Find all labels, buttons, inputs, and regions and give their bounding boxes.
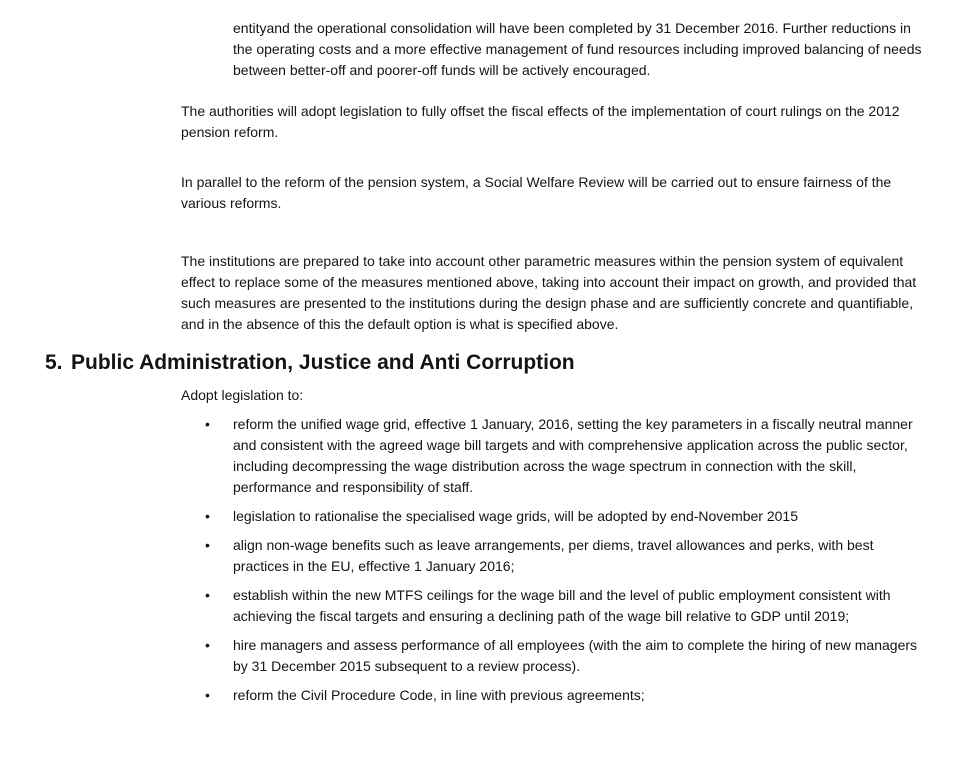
paragraph-court-rulings: The authorities will adopt legislation to fully offset the fiscal effects of the implementation of court rulings on the 2012 pension reform. (181, 103, 900, 140)
section-heading (45, 352, 845, 373)
bullet-list (205, 414, 933, 714)
list-item (205, 635, 933, 677)
list-item-text: legislation to rationalise the specialised wage grids, will be adopted by end-November 2015 (233, 508, 799, 524)
bullet-icon: • (205, 637, 210, 653)
bullet-icon: • (205, 416, 210, 432)
paragraph-pension-consolidation: entityand the operational consolidation will have been completed by 31 December 2016. Further reductions in the operating costs and a more effective management of fund resources including improved balancing of needs between better-off and poorer-off funds will be actively encouraged. (233, 20, 922, 78)
bullet-icon: • (205, 687, 210, 703)
paragraph-parametric-measures: The institutions are prepared to take into account other parametric measures within the pension system of equivalent effect to replace some of the measures mentioned above, taking into account their impact on growth, and provided that such measures are presented to the institutions during the design phase and are sufficiently concrete and quantifiable, and in the absence of this the default option is what is specified above. (181, 253, 917, 332)
list-item-text: reform the unified wage grid, effective 1 January, 2016, setting the key parameters in a fiscally neutral manner and consistent with the agreed wage bill targets and with comprehensive application across the public sector, including decompressing the wage distribution across the wage spectrum in connection with the skill, performance and responsibility of staff. (233, 416, 913, 495)
section-title: Public Administration, Justice and Anti Corruption (71, 351, 575, 374)
list-item (205, 506, 933, 527)
bullet-icon: • (205, 508, 210, 524)
section-intro: Adopt legislation to: (181, 387, 304, 403)
bullet-icon: • (205, 587, 210, 603)
list-item (205, 414, 933, 498)
section-number: 5. (45, 351, 63, 374)
paragraph-social-welfare-review: In parallel to the reform of the pension system, a Social Welfare Review will be carried out to ensure fairness of the various reforms. (181, 174, 892, 211)
list-item-text: align non-wage benefits such as leave arrangements, per diems, travel allowances and perks, with best practices in the EU, effective 1 January 2016; (233, 537, 874, 574)
list-item (205, 685, 933, 706)
list-item-text: establish within the new MTFS ceilings for the wage bill and the level of public employment consistent with achieving the fiscal targets and ensuring a declining path of the wage bill relative to GDP until 2019; (233, 587, 891, 624)
list-item (205, 535, 933, 577)
list-item-text: reform the Civil Procedure Code, in line with previous agreements; (233, 687, 645, 703)
list-item-text: hire managers and assess performance of all employees (with the aim to complete the hiring of new managers by 31 December 2015 subsequent to a review process). (233, 637, 918, 674)
list-item (205, 585, 933, 627)
bullet-icon: • (205, 537, 210, 553)
